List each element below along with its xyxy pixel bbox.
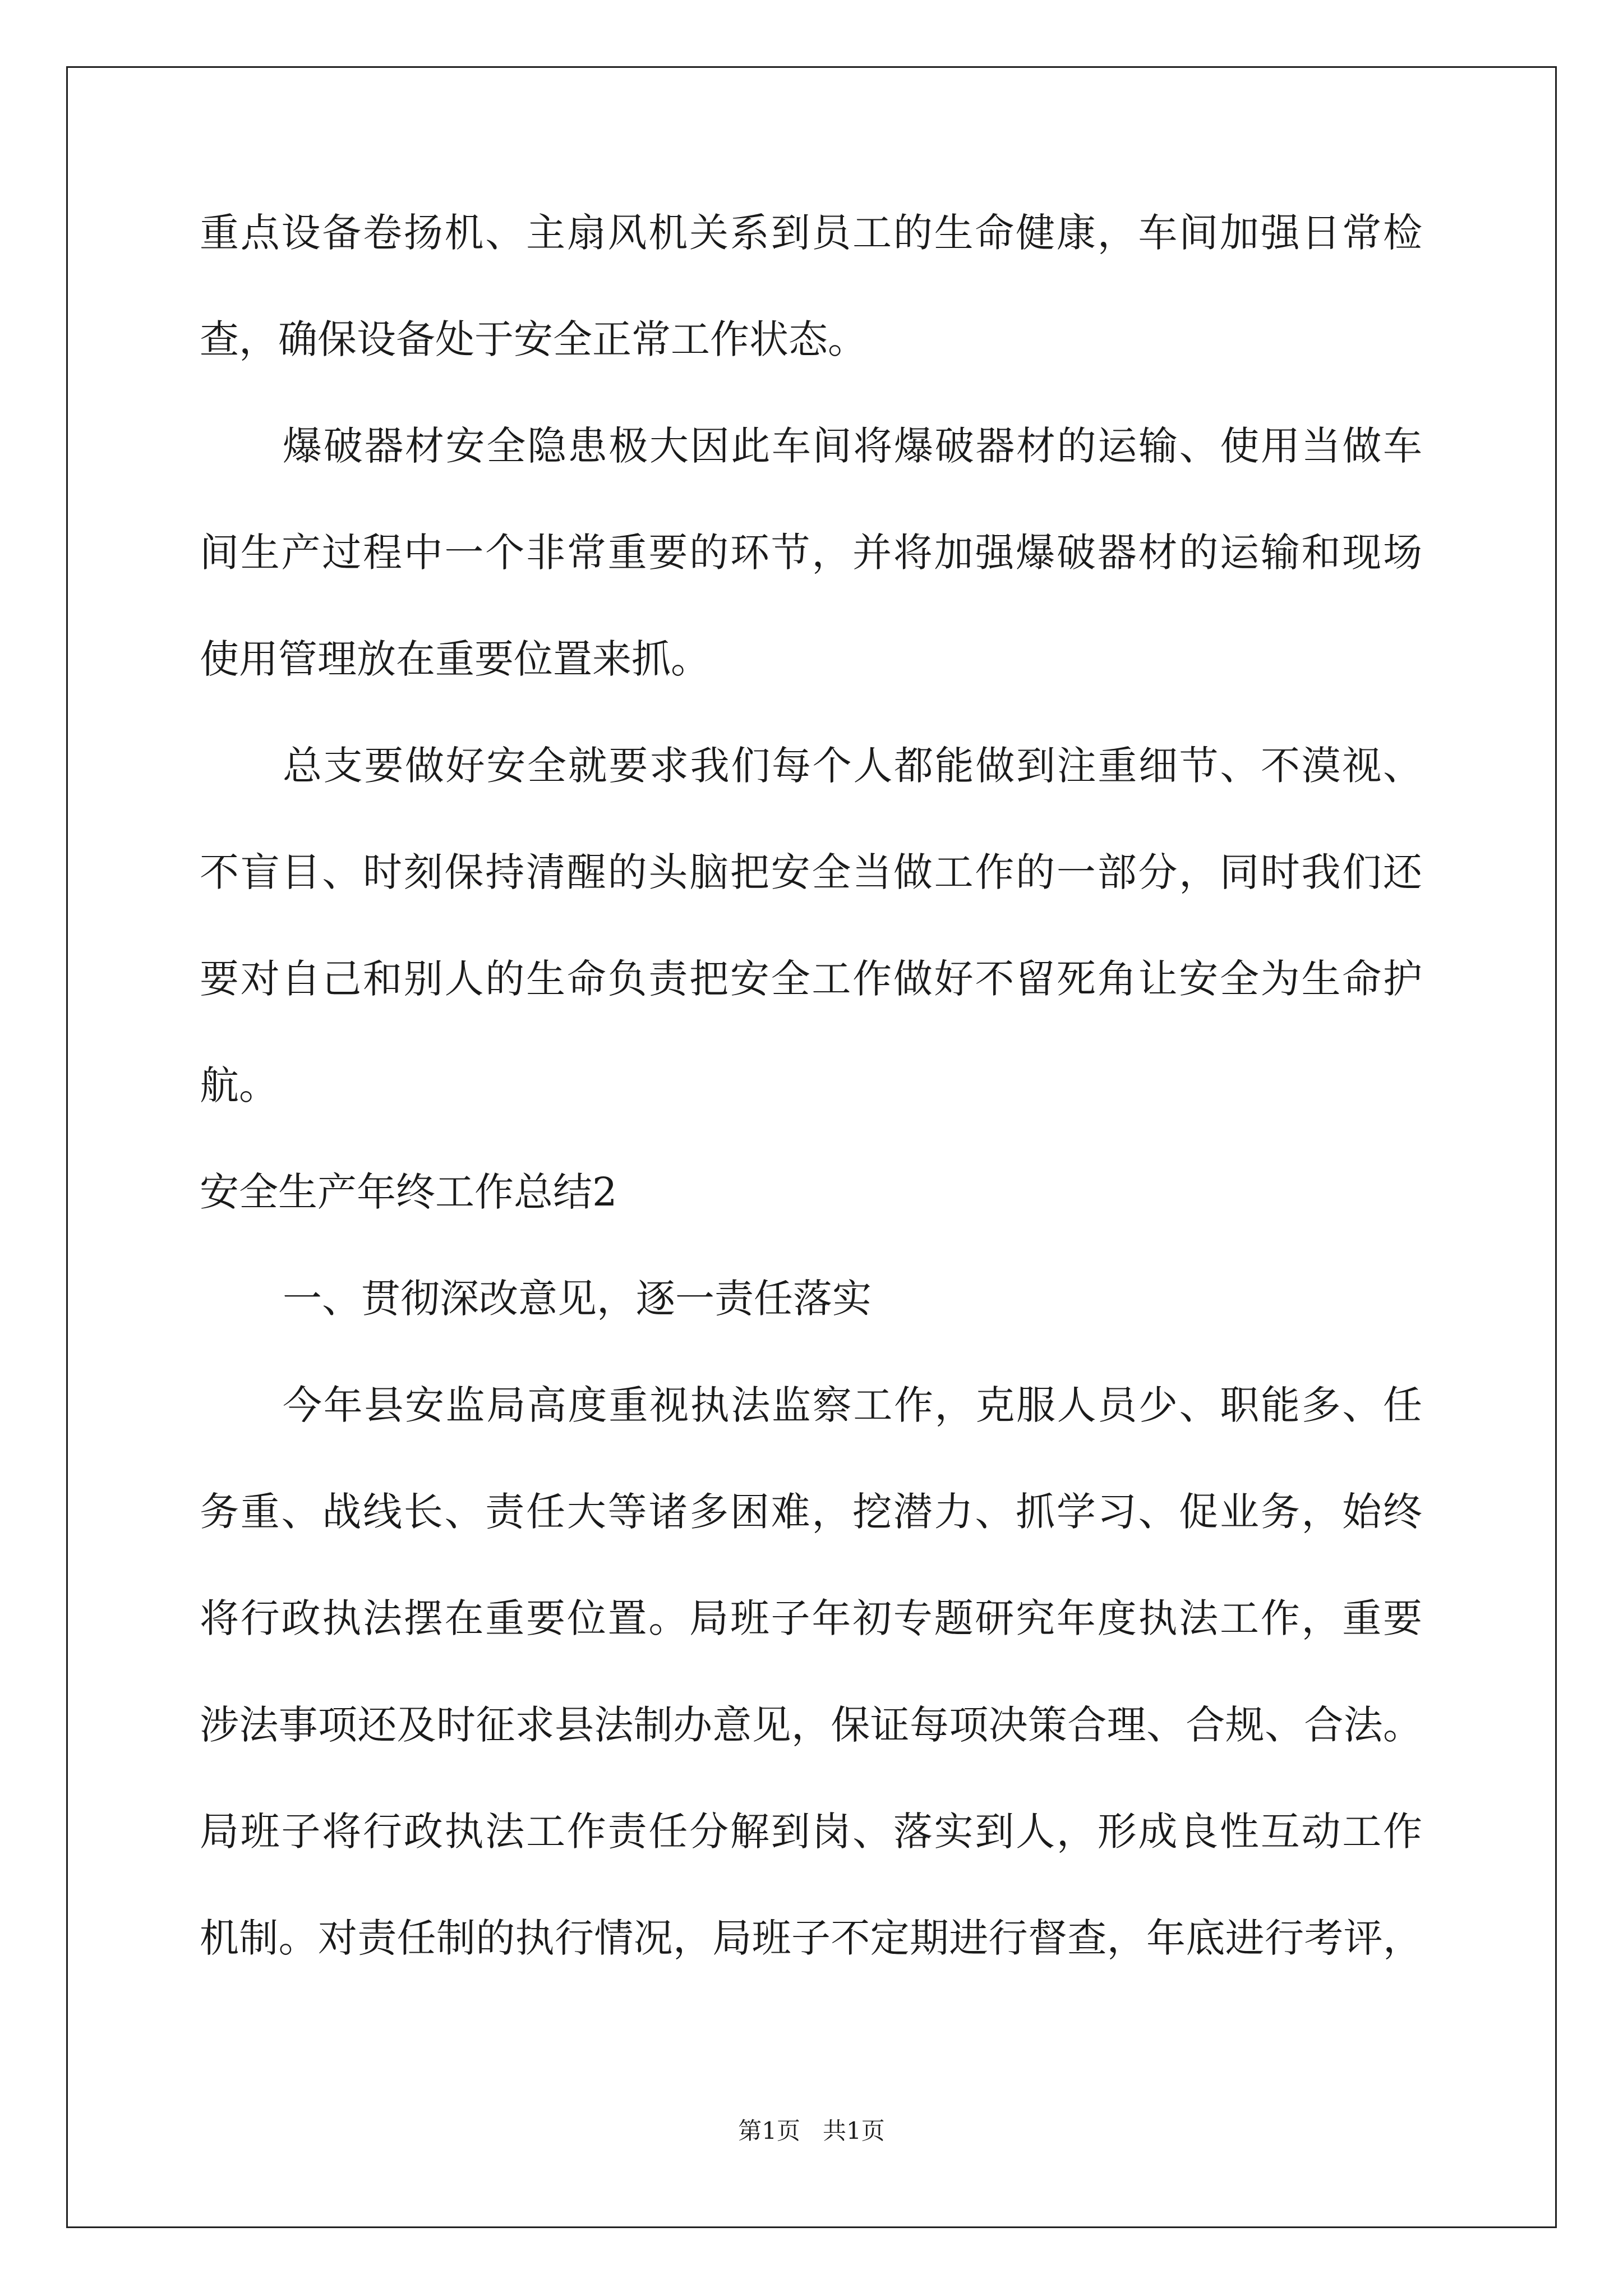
paragraph-line: 将行政执法摆在重要位置。局班子年初专题研究年度执法工作，重要 (200, 1595, 1422, 1641)
paragraph-line: 今年县安监局高度重视执法监察工作，克服人员少、职能多、任 (283, 1382, 1422, 1428)
paragraph-line: 爆破器材安全隐患极大因此车间将爆破器材的运输、使用当做车 (283, 423, 1422, 469)
paragraph-line: 要对自己和别人的生命负责把安全工作做好不留死角让安全为生命护 (200, 956, 1422, 1002)
paragraph-line: 使用管理放在重要位置来抓。 (200, 636, 710, 682)
section-title: 安全生产年终工作总结2 (200, 1169, 617, 1215)
paragraph-line: 涉法事项还及时征求县法制办意见，保证每项决策合理、合规、合法。 (200, 1702, 1422, 1748)
page-footer: 第1页 共1页 (738, 2117, 885, 2145)
paragraph-line: 航。 (200, 1062, 278, 1108)
paragraph-line: 间生产过程中一个非常重要的环节，并将加强爆破器材的运输和现场 (200, 530, 1422, 576)
paragraph-line: 局班子将行政执法工作责任分解到岗、落实到人，形成良性互动工作 (200, 1809, 1422, 1855)
paragraph-line: 总支要做好安全就要求我们每个人都能做到注重细节、不漠视、 (283, 743, 1422, 789)
paragraph-line: 务重、战线长、责任大等诸多困难，挖潜力、抓学习、促业务，始终 (200, 1489, 1422, 1535)
document-body (200, 210, 1422, 1961)
subsection-heading: 一、贯彻深改意见，逐一责任落实 (283, 1276, 872, 1322)
paragraph-line: 不盲目、时刻保持清醒的头脑把安全当做工作的一部分，同时我们还 (200, 849, 1422, 895)
paragraph-line: 机制。对责任制的执行情况，局班子不定期进行督查，年底进行考评， (200, 1915, 1422, 1961)
paragraph-line: 重点设备卷扬机、主扇风机关系到员工的生命健康，车间加强日常检 (200, 210, 1422, 256)
paragraph-line: 查，确保设备处于安全正常工作状态。 (200, 316, 867, 362)
